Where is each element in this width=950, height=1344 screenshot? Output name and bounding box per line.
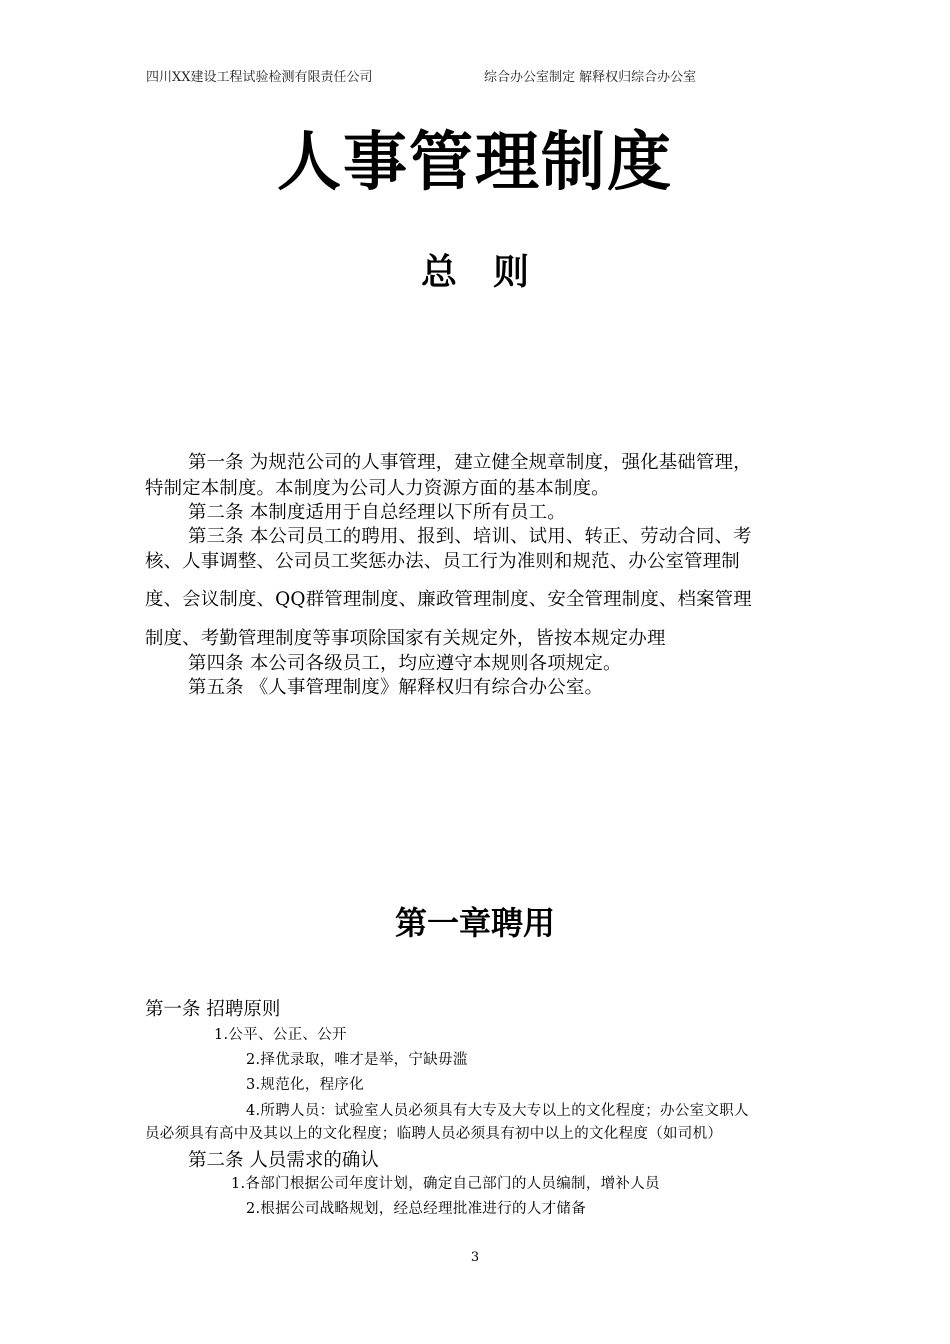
general-line-5: 核、人事调整、公司员工奖惩办法、员工行为准则和规范、办公室管理制 — [145, 551, 740, 572]
general-line-7: 制度、考勤管理制度等事项除国家有关规定外，皆按本规定办理 — [145, 628, 666, 649]
article-1-heading: 第一条 招聘原则 — [145, 999, 281, 1020]
header-company: 四川XX建设工程试验检测有限责任公司 — [146, 70, 373, 85]
section-heading-general: 总 则 — [420, 252, 529, 293]
general-line-3: 第二条 本制度适用于自总经理以下所有员工。 — [188, 502, 566, 523]
general-line-4: 第三条 本公司员工的聘用、报到、培训、试用、转正、劳动合同、考 — [188, 526, 752, 547]
general-line-8: 第四条 本公司各级员工，均应遵守本规则各项规定。 — [188, 653, 622, 674]
article-2-heading: 第二条 人员需求的确认 — [188, 1150, 379, 1171]
principle-item-1: 1.公平、公正、公开 — [214, 1027, 347, 1043]
principle-item-4-line-1: 4.所聘人员：试验室人员必须具有大专及大专以上的文化程度；办公室文职人 — [246, 1103, 749, 1119]
chapter-heading: 第一章聘用 — [394, 904, 555, 942]
principle-item-2: 2.择优录取，唯才是举，宁缺毋滥 — [246, 1052, 468, 1068]
general-line-2: 特制定本制度。本制度为公司人力资源方面的基本制度。 — [145, 478, 610, 499]
requirement-item-2: 2.根据公司战略规划，经总经理批准进行的人才储备 — [246, 1201, 587, 1217]
principle-item-4-line-2: 员必须具有高中及其以上的文化程度；临聘人员必须具有初中以上的文化程度（如司机） — [145, 1126, 723, 1142]
page-number: 3 — [470, 1250, 480, 1265]
principle-item-3: 3.规范化，程序化 — [246, 1077, 365, 1093]
general-line-1: 第一条 为规范公司的人事管理，建立健全规章制度，强化基础管理， — [188, 452, 752, 473]
document-title: 人事管理制度 — [277, 126, 673, 200]
general-line-6: 度、会议制度、QQ群管理制度、廉政管理制度、安全管理制度、档案管理 — [145, 589, 752, 610]
requirement-item-1: 1.各部门根据公司年度计划，确定自己部门的人员编制，增补人员 — [231, 1176, 660, 1192]
general-line-9: 第五条 《人事管理制度》解释权归有综合办公室。 — [188, 677, 604, 698]
header-note: 综合办公室制定 解释权归综合办公室 — [484, 70, 697, 85]
